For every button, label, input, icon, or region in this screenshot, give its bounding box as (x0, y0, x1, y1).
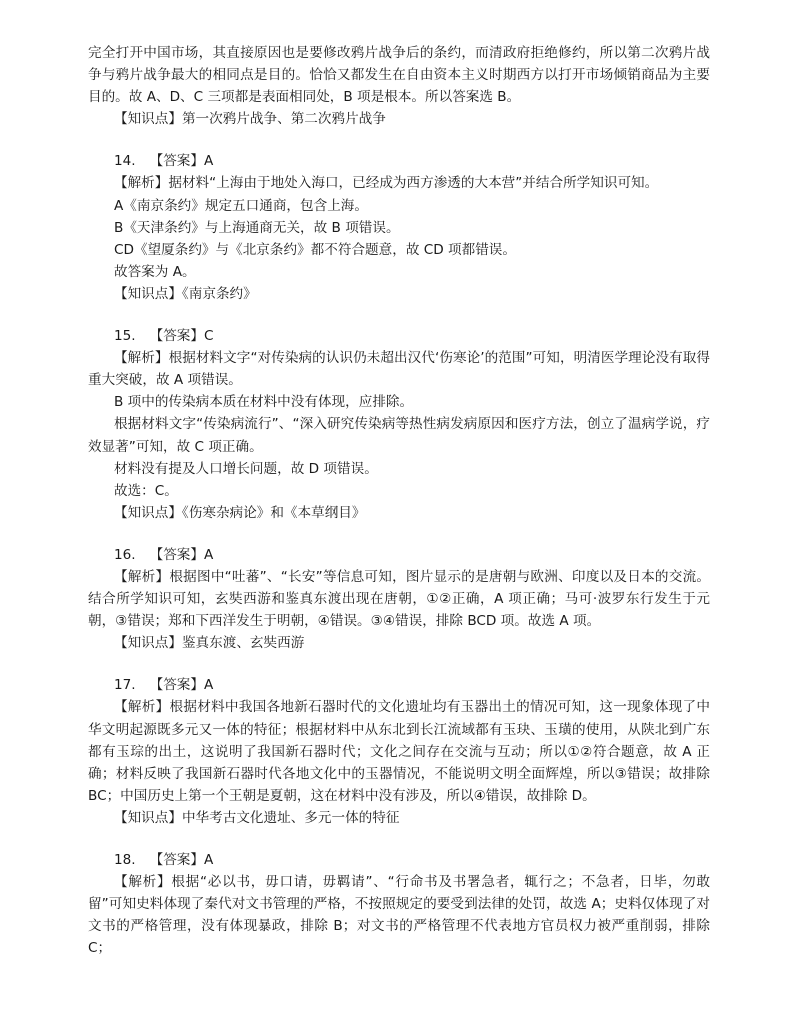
question-number: 18. (114, 852, 136, 868)
analysis-paragraph: 【解析】根据材料中我国各地新石器时代的文化遗址均有玉器出土的情况可知，这一现象体现了中华文明起源既多元又一体的特征；根据材料中从东北到长江流域都有玉玦、玉璜的使用，从陕北到广东都有玉琮的出土，这说明了我国新石器时代；文化之间存在交流与互动；所以①②符合题意，故 A 正确；材料反映了我国新石器时代各地文化中的玉器情况，不能说明文明全面辉煌，所以③错误；故排除 BC；中国历史上第一个王朝是夏朝，这在材料中没有涉及，所以④错误，故排除 D。 (88, 699, 710, 804)
analysis-paragraph: 故选：C。 (114, 482, 178, 499)
question-number: 17. (114, 677, 136, 694)
analysis-paragraph: 【解析】根据“必以书，毋口请，毋羁请”、“行命书及书署急者，辄行之；不急者，日毕，勿敢留”可知史料体现了秦代对文书管理的严格，不按照规定的要受到法律的处罚，故选 A；史料仅体现了对文书的严格管理，没有体现暴政，排除 B；对文书的严格管理不代表地方官员权力被严重削弱，排除 C； (88, 874, 710, 957)
question-list (88, 130, 710, 959)
question-header (88, 674, 710, 696)
analysis-paragraph: B 项中的传染病本质在材料中没有体现，应排除。 (114, 394, 414, 411)
analysis-paragraph: CD《望厦条约》与《北京条约》都不符合题意，故 CD 项都错误。 (114, 241, 516, 258)
answer-label: 【答案】A (149, 852, 214, 868)
knowledge-point: 【知识点】鉴真东渡、玄奘西游 (114, 635, 305, 652)
analysis-paragraph: 根据材料文字“传染病流行”、“深入研究传染病等热性病发病原因和医疗方法，创立了温病学说，疗效显著”可知，故 C 项正确。 (88, 416, 710, 455)
answer-label: 【答案】C (149, 328, 214, 345)
knowledge-point: 【知识点】中华考古文化遗址、多元一体的特征 (114, 809, 400, 826)
question-header (88, 544, 710, 566)
answer-label: 【答案】A (149, 153, 214, 170)
section-gap (88, 829, 710, 849)
section-gap (88, 524, 710, 544)
analysis-paragraph: A《南京条约》规定五口通商，包含上海。 (114, 197, 368, 214)
analysis-paragraph: 【解析】根据材料文字“对传染病的认识仍未超出汉代‘伤寒论’的范围”可知，明清医学理论没有取得重大突破，故 A 项错误。 (88, 350, 710, 389)
section-gap (88, 130, 710, 150)
section-gap (88, 305, 710, 325)
question-number: 15. (114, 328, 136, 345)
knowledge-point: 【知识点】《南京条约》 (114, 285, 257, 302)
analysis-paragraph: 【解析】据材料“上海由于地处入海口，已经成为西方渗透的大本营”并结合所学知识可知。 (114, 175, 659, 192)
document-body (88, 42, 710, 959)
answer-label: 【答案】A (149, 677, 214, 694)
question-header (88, 325, 710, 347)
knowledge-point: 【知识点】《伤寒杂病论》和《本草纲目》 (114, 504, 366, 521)
section-gap (88, 654, 710, 674)
question-header (88, 849, 710, 871)
analysis-paragraph: 材料没有提及人口增长问题，故 D 项错误。 (114, 460, 378, 477)
intro-knowledge-point: 【知识点】第一次鸦片战争、第二次鸦片战争 (114, 111, 386, 128)
analysis-paragraph: B《天津条约》与上海通商无关，故 B 项错误。 (114, 219, 400, 236)
analysis-paragraph: 【解析】根据图中“吐蕃”、“长安”等信息可知，图片显示的是唐朝与欧洲、印度以及日本的交流。结合所学知识可知，玄奘西游和鉴真东渡出现在唐朝，①②正确，A 项正确；马可·波罗东行发生于元朝，③错误；郑和下西洋发生于明朝，④错误。③④错误，排除 BCD 项。故选 A 项。 (88, 568, 710, 630)
question-header (88, 150, 710, 172)
analysis-paragraph: 故答案为 A。 (114, 263, 196, 280)
question-number: 14. (114, 153, 136, 170)
intro-paragraph: 完全打开中国市场，其直接原因也是要修改鸦片战争后的条约，而清政府拒绝修约，所以第二次鸦片战争与鸦片战争最大的相同点是目的。恰恰又都发生在自由资本主义时期西方以打开市场倾销商品为主要目的。故 A、D、C 三项都是表面相同处，B 项是根本。所以答案选 B。 (88, 45, 710, 106)
answer-label: 【答案】A (149, 546, 214, 563)
question-number: 16. (114, 546, 136, 563)
